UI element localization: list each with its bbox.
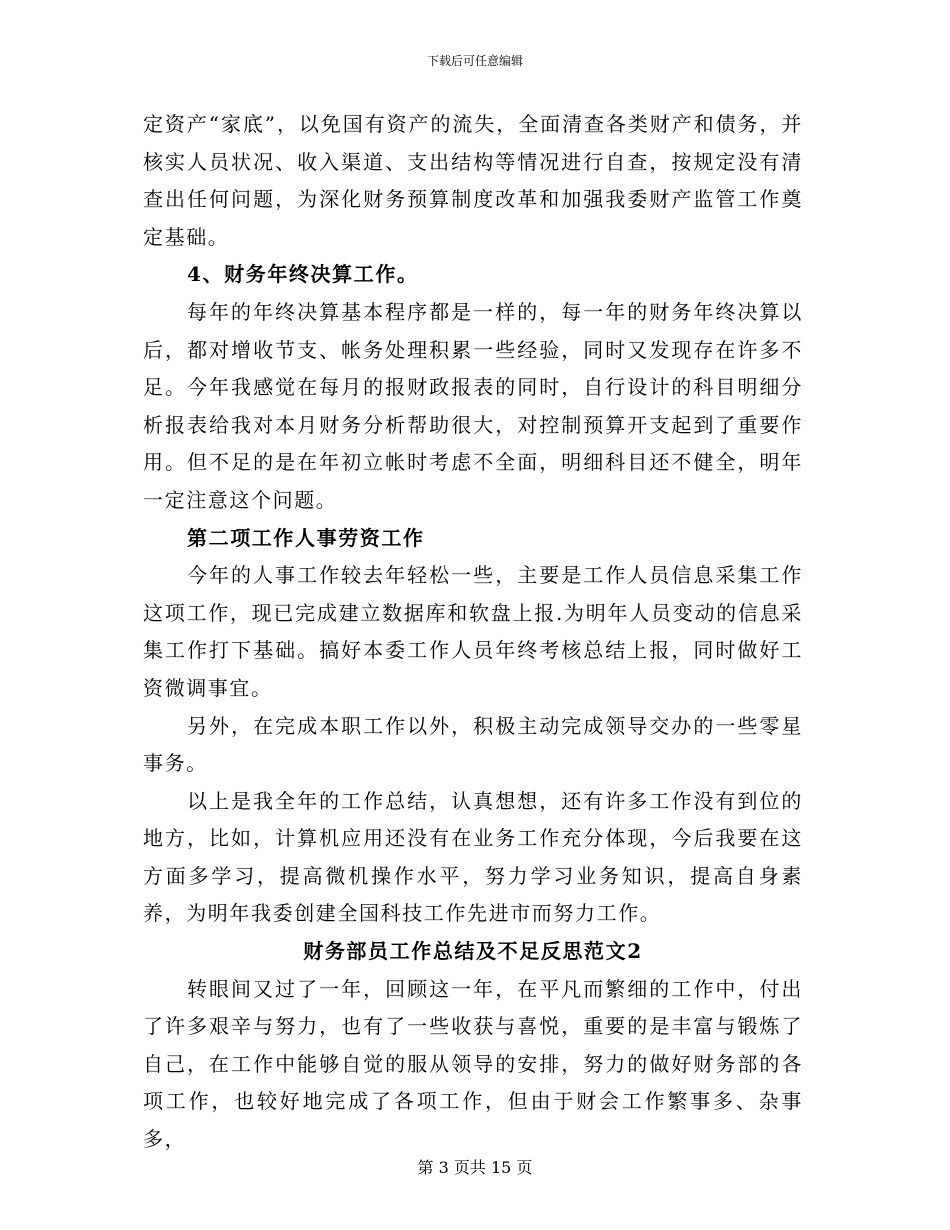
paragraph-continuation: 定资产“家底”，以免国有资产的流失，全面清查各类财产和债务，并核实人员状况、收入渠道、支出结构等情况进行自查，按规定没有清查出任何问题，为深化财务预算制度改革和加强我委财产监管工作奠定基础。 (143, 112, 803, 249)
subheading-personnel-work: 第二项工作人事劳资工作 (187, 525, 425, 550)
subheading-year-end-accounts: 4、财务年终决算工作。 (187, 262, 419, 287)
paragraph-year-end-accounts: 每年的年终决算基本程序都是一样的，每一年的财务年终决算以后，都对增收节支、帐务处理积累一些经验，同时又发现存在许多不足。今年我感觉在每月的报财政报表的同时，自行设计的科目明细分析报表给我对本月财务分析帮助很大，对控制预算开支起到了重要作用。但不足的是在年初立帐时考虑不全面，明细科目还不健全，明年一定注意这个问题。 (143, 299, 803, 512)
document-body (143, 106, 803, 1159)
paragraph-other-tasks: 另外，在完成本职工作以外，积极主动完成领导交办的一些零星事务。 (143, 713, 803, 776)
section-title-sample-2: 财务部员工作总结及不足反思范文2 (303, 939, 643, 964)
page-header-note: 下载后可任意编辑 (426, 54, 523, 68)
paragraph-sample-2-intro: 转眼间又过了一年，回顾这一年，在平凡而繁细的工作中，付出了许多艰辛与努力，也有了一些收获与喜悦，重要的是丰富与锻炼了自己，在工作中能够自觉的服从领导的安排，努力的做好财务部的各项工作，也较好地完成了各项工作，但由于财会工作繁事多、杂事多， (143, 976, 803, 1152)
paragraph-personnel-work: 今年的人事工作较去年轻松一些，主要是工作人员信息采集工作这项工作，现已完成建立数据库和软盘上报.为明年人员变动的信息采集工作打下基础。搞好本委工作人员年终考核总结上报，同时做好工资微调事宜。 (143, 563, 803, 700)
paragraph-summary: 以上是我全年的工作总结，认真想想，还有许多工作没有到位的地方，比如，计算机应用还没有在业务工作充分体现，今后我要在这方面多学习，提高微机操作水平，努力学习业务知识，提高自身素养，为明年我委创建全国科技工作先进市而努力工作。 (143, 788, 803, 926)
page-number: 第 3 页共 15 页 (417, 1158, 533, 1177)
